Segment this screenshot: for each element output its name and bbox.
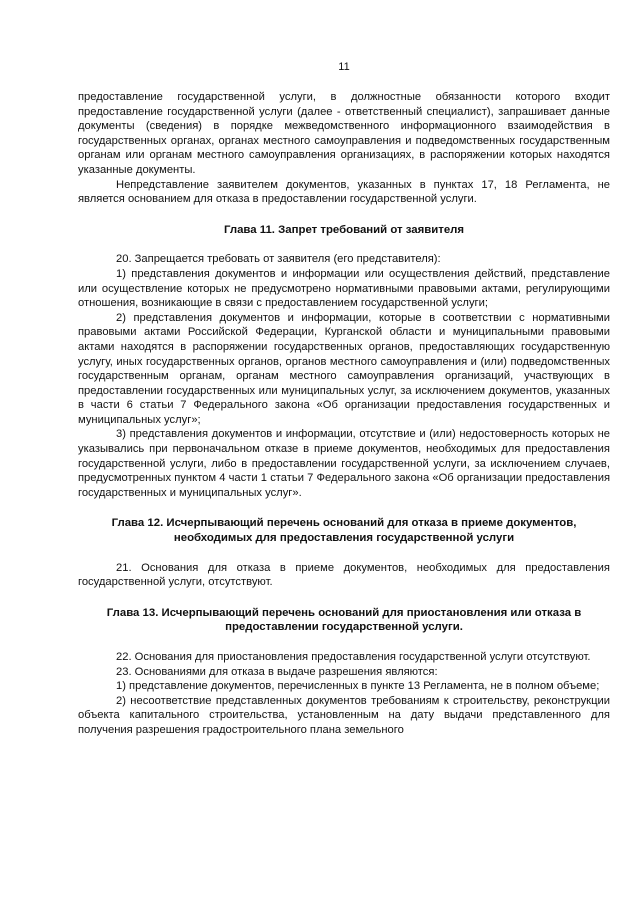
- paragraph-20: 20. Запрещается требовать от заявителя (его представителя):: [116, 253, 441, 266]
- paragraph-21: 21. Основания для отказа в приеме документов, необходимых для предоставления государственной услуги, отсутствуют.: [78, 561, 610, 589]
- paragraph-23-item-1: 1) представление документов, перечисленных в пункте 13 Регламента, не в полном объеме;: [116, 680, 600, 693]
- paragraph-20-item-2: 2) представления документов и информации, которые в соответствии с нормативными правовыми актами Российской Федерации, Курганской области и муниципальными правовыми актами находятся в распоряжении государственных органов, предоставляющих государственную услугу, иных государственных органов, органов местного самоуправления и (или) подведомственных государственным органам, органам местного самоуправления организаций, участвующих в предоставлении государственных или муниципальных услуг, за исключением документов, указанных в части 6 статьи 7 Федерального закона «Об организации предоставления государственных и муниципальных услуг»;: [78, 311, 610, 426]
- paragraph-continuation: предоставление государственной услуги, в должностные обязанности которого входит предоставление государственной услуги (далее - ответственный специалист), запрашивает данные документы (сведения) в порядке межведомственного информационного взаимодействия в государственных органах, органах местного самоуправления и подведомственных государственным органам или органам местного самоуправления организациях, в распоряжении которых находятся указанные документы.: [78, 91, 610, 176]
- paragraph-20-item-1: 1) представления документов и информации или осуществления действий, представление или осуществление которых не предусмотрено нормативными правовыми актами, регулирующими отношения, возникающие в связи с предоставлением государственной услуги;: [78, 267, 610, 310]
- paragraph-20-item-3: 3) представления документов и информации, отсутствие и (или) недостоверность которых не указывались при первоначальном отказе в приеме документов, необходимых для предоставления государственной услуги, либо в предоставлении государственной услуги, за исключением случаев, предусмотренных пунктом 4 части 1 статьи 7 Федерального закона «Об организации предоставления государственных и муниципальных услуг».: [78, 428, 610, 499]
- chapter-12-heading: Глава 12. Исчерпывающий перечень оснований для отказа в приеме документов, необходимых для предоставления государственной услуги: [111, 517, 577, 545]
- chapter-11-heading: Глава 11. Запрет требований от заявителя: [223, 223, 465, 236]
- paragraph-23-item-2: 2) несоответствие представленных документов требованиям к строительству, реконструкции объекта капитального строительства, установленным на дату выдачи представленного для получения разрешения градостроительного плана земельного: [78, 694, 610, 736]
- paragraph-23: 23. Основаниями для отказа в выдаче разрешения являются:: [116, 665, 438, 678]
- page-number: 11: [338, 61, 350, 73]
- document-body: [78, 90, 610, 738]
- paragraph-22: 22. Основания для приостановления предоставления государственной услуги отсутствуют.: [116, 651, 591, 663]
- paragraph-non-submission: Непредставление заявителем документов, указанных в пунктах 17, 18 Регламента, не является основанием для отказа в предоставлении государственной услуги.: [78, 178, 610, 206]
- chapter-13-heading: Глава 13. Исчерпывающий перечень оснований для приостановления или отказа в предоставлении государственной услуги.: [106, 606, 582, 634]
